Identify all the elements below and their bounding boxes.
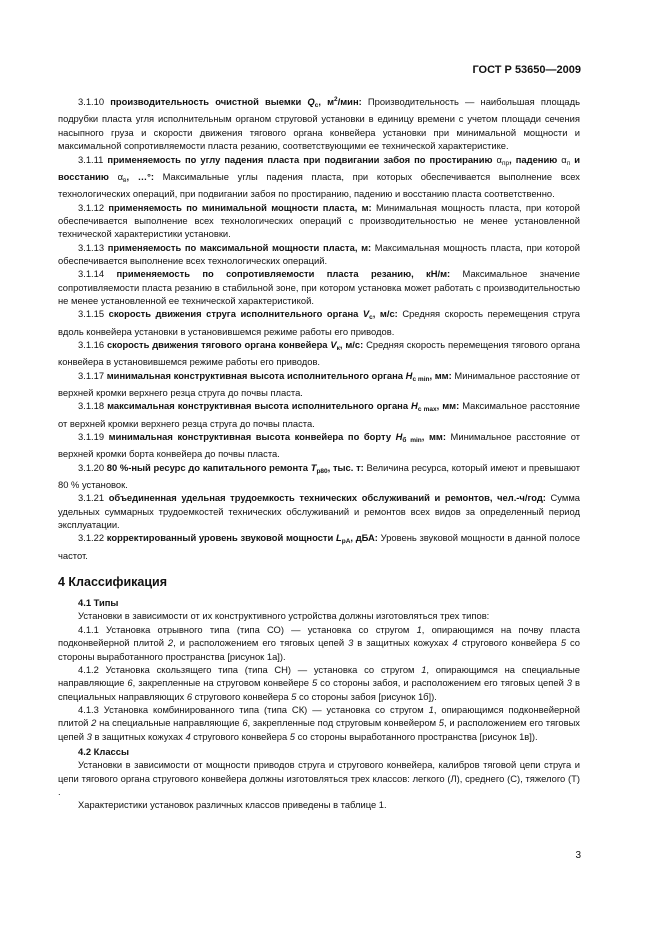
definition-3-1-18: 3.1.18 максимальная конструктивная высота исполнительного органа $H_{с max}$, мм: Максимальное расстояние от верхней кромки верхнего резца струга до почвы пласта. — [58, 400, 580, 429]
subsection-heading-types: 4.1 Типы — [78, 597, 119, 609]
definition-text: Производительность — наибольшая площадь подрубки пласта угля исполнительным органом струговой установки в единицу времени с учетом площади сечения насыпного груза и скорости движения тягового органа конвейера установки при минимальной мощности и максимальной сопротивляемости пласта резанию, соответствующими ее технической характеристике. — [58, 96, 580, 152]
document-code: ГОСТ Р 53650—2009 — [472, 64, 581, 76]
classes-text: Установки в зависимости от мощности приводов струга и стругового конвейера, калибров тяговой цепи струга и цепи тягового органа стругового конвейера должны изготовляться трех классов: легкого (Л), среднего (С), тяжелого (Т) . — [58, 759, 580, 797]
types-intro: Установки в зависимости от их конструктивного устройства должны изготовляться трех типов: — [78, 610, 490, 622]
definition-3-1-12: 3.1.12 применяемость по минимальной мощности пласта, м: Минимальная мощность пласта, при которой обеспечивается выполнение всех технологических операций с производительностью не менее установленной технической характеристики установки. — [58, 201, 580, 240]
definition-3-1-10: 3.1.10 производительность очистной выемки $Q_с$, $м^2$/мин: Производительность — наибольшая площадь подрубки пласта угля исполнительным органом струговой установки в единицу времени с учетом площади сечения насыпного груза и скорости движения тягового органа конвейера установки при минимальной мощности и максимальной сопротивляемости пласта резанию, соответствующими ее технической характеристике. — [58, 96, 580, 152]
subsection-heading-classes: 4.2 Классы — [78, 745, 129, 757]
definition-3-1-20: 3.1.20 80 %-ный ресурс до капитального ремонта $T_{р80}$, тыс. т: Величина ресурса, который имеют и превышают 80 % установок. — [58, 461, 580, 491]
definition-3-1-22: 3.1.22 корректированный уровень звуковой мощности $L_{pA}$, дБА: Уровень звуковой мощности в данной полосе частот. — [58, 532, 581, 561]
term: производительность очистной выемки — [110, 96, 302, 108]
definition-3-1-17: 3.1.17 минимальная конструктивная высота исполнительного органа $H_{с min}$, мм: Минимальное расстояние от верхней кромки верхнего резца струга до почвы пласта. — [58, 369, 581, 398]
section-heading: 4 Классификация — [58, 575, 168, 590]
classes-table-ref: Характеристики установок различных классов приведены в таблице 1. — [78, 799, 387, 811]
type-4-1-3: 4.1.3 Установка комбинированного типа (типа СК) — установка со стругом 1, опирающимся подконвейерной плитой 2 на специальные направляющие 6, закрепленные под струговым конвейером 5, и расположением его тяговых цепей 3 в защитных кожухах 4 стругового конвейера 5 со стороны выработанного пространства [рисунок 1в]). — [58, 703, 580, 742]
definition-3-1-11: 3.1.11 применяемость по углу падения пласта при подвигании забоя по простиранию $\alpha_{пр}$, падению $\alpha_п$ и восстанию $\alpha_в$, …°: Максимальные углы падения пласта, при которых обеспечивается выполнение всех технологических операций, при подвигании забоя по простиранию, падению и восстанию пласта соответственно. — [58, 153, 581, 200]
definition-3-1-21: 3.1.21 объединенная удельная трудоемкость технических обслуживаний и ремонтов, чел.-ч/год: Сумма удельных суммарных трудоемкостей технических обслуживаний и ремонтов всех видов за определенный период эксплуатации. — [58, 492, 580, 531]
definition-3-1-15: 3.1.15 скорость движения струга исполнительного органа $V_с$, м/с: Средняя скорость перемещения струга вдоль конвейера установки в установившемся режиме работы его приводов. — [58, 308, 580, 337]
page-number: 3 — [575, 850, 581, 861]
definition-3-1-14: 3.1.14 применяемость по сопротивляемости пласта резанию, кН/м: Максимальное значение сопротивляемости пласта резанию в стабильной зоне, при котором установка может работать с производительностью не менее установленной ее технической характеристикой. — [58, 268, 580, 306]
type-4-1-1: 4.1.1 Установка отрывного типа (типа СО) — установка со стругом 1, опирающимся на почву пласта подконвейерной плитой 2, и расположением его тяговых цепей 3 в защитных кожухах 4 стругового конвейера 5 со стороны выработанного пространства [рисунок 1а]). — [58, 623, 581, 662]
definition-3-1-13: 3.1.13 применяемость по максимальной мощности пласта, м: Максимальная мощность пласта, при которой обеспечивается выполнение всех технологических операций. — [58, 241, 581, 266]
type-4-1-2: 4.1.2 Установка скользящего типа (типа СН) — установка со стругом 1, опирающимся на специальные направляющие 6, закрепленные на струговом конвейере 5 со стороны забоя, и расположением его тяговых цепей 3 в специальных направляющих 6 стругового конвейера 5 со стороны забоя [рисунок 1б]). — [58, 663, 580, 702]
document-body — [58, 93, 580, 812]
definition-3-1-19: 3.1.19 минимальная конструктивная высота конвейера по борту $H_{б min}$, мм: Минимальное расстояние от верхней кромки борта конвейера до почвы пласта. — [58, 431, 580, 460]
definition-text: Максимальные углы падения пласта, при которых обеспечивается выполнение всех технологических операций, при подвигании забоя по простиранию, падению и восстанию пласта соответственно. — [58, 170, 580, 200]
definition-3-1-16: 3.1.16 скорость движения тягового органа конвейера $V_к$, м/с: Средняя скорость перемещения тягового органа конвейера в установившемся режиме работы его приводов. — [58, 338, 580, 368]
